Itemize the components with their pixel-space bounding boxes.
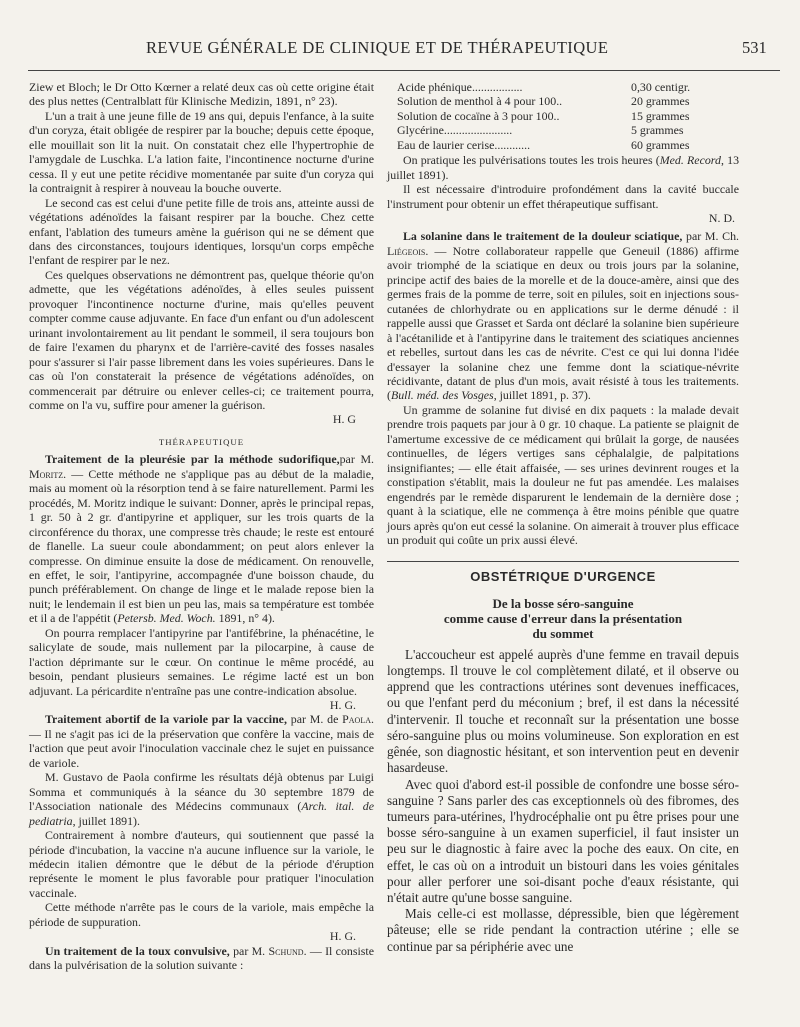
ingredient: Glycérine....................... bbox=[397, 123, 513, 138]
article-heading-line: du sommet bbox=[532, 625, 594, 641]
article-pleuresie bbox=[29, 452, 374, 625]
article-toux bbox=[29, 944, 374, 973]
paragraph-text: M. Gustavo de Paola confirme les résultats déjà obtenus par Luigi Somma et communiqués à la séance du 30 septembre 1879 de l'Association nationale des Médecins communaux ( bbox=[29, 770, 374, 814]
paragraph: Ziew et Bloch; le Dr Otto Kœrner a relaté deux cas où cette origine était des plus nettes (Centralblatt für Klinische Medizin, 1891, n° 23). bbox=[29, 80, 374, 109]
quantity: 60 grammes bbox=[631, 137, 690, 152]
signature: H. G bbox=[332, 412, 356, 427]
byline: par M. bbox=[229, 943, 269, 958]
signature: H. G. bbox=[329, 929, 356, 944]
article-text: 1891, n° 4). bbox=[215, 611, 275, 626]
paragraph: Ces quelques observations ne démontrent pas, quelque théorie qu'on admette, que les végétations adénoïdes, à elles seules puissent provoquer l'incontinence nocturne d'urine, mais qu'elles peuvent compter comme cause adjuvante. En face d'un enfant ou d'un adolescent urinant involontairement au lit pendant le sommeil, il sera toujours bon de faire l'examen du pharynx et de l'arrière-cavité des fosses nasales pour s'assurer si l'air passe librement dans les voies supérieures. Dans le cas où l'on constaterait la présence de végétations adénoïdes, on commencerait par détruire ou enlever celles-ci; ce traitement pourra, comme on l'a vu, suffire pour amener la guérison. bbox=[29, 267, 374, 412]
paragraph: L'un a trait à une jeune fille de 19 ans qui, depuis l'enfance, à la suite d'un coryza, était obligée de respirer par la bouche; depuis cette époque, elle mouillait son lit la nuit. On constatait chez elle l'hypertrophie de l'amygdale de Luschka. L'a lation faite, l'incontinence nocturne d'urine cessa. Il y eut une petite récidive momentanée par suite d'un coryza qui la contraignit à respirer à nouveau la bouche ouverte. bbox=[29, 108, 374, 196]
byline: par M. Ch. bbox=[682, 229, 740, 244]
right-column bbox=[387, 80, 739, 955]
formula-row bbox=[397, 123, 739, 137]
prescription-formula bbox=[387, 80, 739, 152]
signature: H. G. bbox=[329, 698, 356, 713]
paragraph: Contrairement à nombre d'auteurs, qui soutiennent que passé la période d'incubation, la vaccine n'a aucune influence sur la variole, le médecin italien démontre que le début de la période d'éruption représente le moment le plus favorable pour pratiquer l'inoculation vaccinale. bbox=[29, 828, 374, 900]
article-title: Traitement de la pleurésie par la méthode sudorifique, bbox=[45, 452, 340, 467]
article-text: . — Notre collaborateur rappelle que Geneuil (1886) affirme avoir triomphé de la sciatique en deux ou trois jours par la solanine, principe actif des baies de la morelle et de la douce-amère, ainsi que des germes frais de la pomme de terre, soit en pilules, soit en injections sous-cutanées de chlorhydrate ou en applications sur le derme dénudé : il rappelle aussi que Grasset et Sarda ont déclaré la solanine bien supérieure à l'acétanilide et à l'antipyrine dans le traitement des sciatiques anciennes et rebelles, surtout dans les cas de névrite. C'est ce qui lui donna l'idée d'essayer la solanine chez une femme dont la sciatique-névrite récidivante, datant de plus d'un mois, avait résisté à tous les traitements. ( bbox=[387, 243, 739, 403]
article-heading-line: comme cause d'erreur dans la présentation bbox=[443, 610, 683, 626]
article-variole bbox=[29, 712, 374, 770]
article-text: . — Il ne s'agit pas ici de la préservation que confère la vaccine, mais de l'action que peut avoir l'inoculation vaccinale chez le sujet en puissance de variole. bbox=[29, 712, 374, 770]
section-heading: THÉRAPEUTIQUE bbox=[158, 436, 245, 447]
article-heading bbox=[387, 596, 739, 641]
paragraph: Le second cas est celui d'une petite fille de trois ans, atteinte aussi de végétations adénoïdes la faisant respirer par la bouche. Chez cette enfant, l'ablation des tumeurs amène la guérison qui ne se dément que dans des circonstances, toujours identiques, lorsqu'un corps empêche l'enfant de respirer par le nez. bbox=[29, 195, 374, 268]
paragraph: Cette méthode n'arrête pas le cours de la variole, mais empêche la période de suppuration. bbox=[29, 900, 374, 929]
author-name: Paola bbox=[342, 712, 372, 727]
quantity: 20 grammes bbox=[631, 94, 690, 109]
byline: par M. bbox=[339, 452, 374, 467]
article-text: . — Il consiste dans la pulvérisation de la solution suivante : bbox=[29, 943, 374, 973]
article-title: Traitement abortif de la variole par la vaccine, bbox=[45, 712, 287, 727]
source-citation: Bull. méd. des Vosges bbox=[390, 388, 494, 403]
article-title: La solanine dans le traitement de la douleur sciatique, bbox=[403, 229, 683, 244]
ingredient: Eau de laurier cerise............ bbox=[397, 137, 531, 152]
page-number: 531 bbox=[742, 38, 767, 57]
section-box-title: OBSTÉTRIQUE D'URGENCE bbox=[387, 561, 739, 584]
running-header bbox=[0, 38, 800, 60]
source-citation: Petersb. Med. Woch. bbox=[117, 611, 216, 626]
paragraph: Un gramme de solanine fut divisé en dix paquets : la malade devait prendre trois paquets par jour à 0 gr. 10 chaque. La patiente se plaignit de l'amertume excessive de ce médicament qui brûlait la gorge, de nausées continuelles, de légers vertiges sans céphalalgie, de palpitations insignifiantes; — elle était affaisée, — ses urines devinrent rouges et la constipation s'établit, mais la douleur ne fut pas amendée. Les malaises engendrés par le remède disparurent le lendemain de la dernière dose ; quant à la sciatique, elle ne commença à être moins pénible que quatre jours après qu'on eut cessé la solanine. On aimerait à trouver plus efficace un produit qui coûte un prix aussi élevé. bbox=[387, 402, 739, 547]
source-citation: Arch. ital. de pediatria bbox=[29, 799, 374, 828]
byline: par M. de bbox=[286, 712, 343, 727]
formula-row bbox=[397, 80, 739, 94]
ingredient: Solution de menthol à 4 pour 100.. bbox=[397, 94, 563, 109]
paragraph: Avec quoi d'abord est-il possible de confondre une bosse séro-sanguine ? Sans parler des cas exceptionnels où des fibromes, des tumeurs para-utérines, l'hydrocéphalie ont pu être prises pour une bosse séro-sanguine à un examen superficiel, il faut insister un peu sur le diagnostic à faire avec la poche des eaux. On cite, en effet, le cas où on a introduit un bistouri dans les voies génitales pour aller perforer une soi-disant poche d'eaux résistante, qui n'était autre qu'une bosse sanguine. bbox=[387, 776, 739, 905]
paragraph-text: , juillet 1891). bbox=[72, 813, 140, 828]
ingredient: Acide phénique................. bbox=[397, 80, 523, 94]
article-body bbox=[387, 647, 739, 955]
quantity: 5 grammes bbox=[631, 123, 684, 138]
author-name: Schund bbox=[268, 943, 304, 958]
author-name: Moritz bbox=[29, 466, 64, 481]
journal-title: REVUE GÉNÉRALE DE CLINIQUE ET DE THÉRAPEUTIQUE bbox=[146, 38, 609, 57]
paragraph: Il est nécessaire d'introduire profondément dans la cavité buccale l'instrument pour obtenir un effet thérapeutique suffisant. bbox=[387, 182, 739, 211]
paragraph-text: , 13 juillet 1891). bbox=[387, 153, 740, 182]
quantity: 15 grammes bbox=[631, 108, 690, 123]
source-citation: Med. Record bbox=[659, 153, 721, 168]
paragraph: L'accoucheur est appelé auprès d'une femme en travail depuis longtemps. Il trouve le col complètement dilaté, et il observe ou apprend que les contractions utérines sont devenues inefficaces, ou que l'enfant perd du méconium ; bref, il est dans la nécessité d'intervenir. Il touche et reconnaît sur la présentation une bosse séro-sanguine plus ou moins volumineuse. Son exploration en est gênée, son diagnostic hésitant, et son intervention peut en devenir hasardeuse. bbox=[387, 646, 739, 776]
paragraph bbox=[387, 153, 739, 182]
paragraph-text: On pratique les pulvérisations toutes les trois heures ( bbox=[403, 153, 660, 168]
article-title: Un traitement de la toux convulsive, bbox=[45, 943, 230, 958]
article-text: , juillet 1891, p. 37). bbox=[493, 388, 591, 403]
paragraph: On pourra remplacer l'antipyrine par l'antifébrine, la phénacétine, le salicylate de soude, mais nullement par la pilocarpine, à cause de l'action déprimante sur le cœur. On continue le même procédé, au besoin, pendant plusieurs semaines. Le régime lacté est un bon adjuvant. La péricardite n'entraîne pas une contre-indication absolue. bbox=[29, 625, 374, 698]
paragraph bbox=[29, 770, 374, 828]
quantity: 0,30 centigr. bbox=[631, 80, 691, 94]
formula-row bbox=[397, 138, 739, 152]
ingredient: Solution de cocaïne à 3 pour 100.. bbox=[397, 108, 560, 123]
article-heading-line: De la bosse séro-sanguine bbox=[492, 595, 634, 611]
article-solanine bbox=[387, 229, 739, 402]
left-column bbox=[29, 80, 374, 973]
header-rule bbox=[28, 70, 780, 71]
signature: N. D. bbox=[708, 211, 735, 225]
formula-row bbox=[397, 109, 739, 123]
formula-row bbox=[397, 94, 739, 108]
paragraph: Mais celle-ci est mollasse, dépressible, bien que légèrement pâteuse; elle se ride pendant la contraction utérine ; elle se continue par sa périphérie avec une bbox=[387, 906, 739, 954]
article-text: . — Cette méthode ne s'applique pas au début de la maladie, mais au moment où la résorption tend à se faire naturellement. Parmi les procédés, M. Moritz indique le suivant: Donner, après le principal repas, 1 gr. 50 à 2 gr. d'antipyrine et appliquer, sur les trois quarts de la circonférence du thorax, une compresse très chaude; le reste est entouré de flanelle. La sueur coule abondamment; on peut alors enlever la compresse. On diminue ensuite la dose de médicament. On renouvelle, en effet, le soir, l'antipyrine, accompagnée d'une boisson chaude, du punch préférablement. On change de linge et le malade repose bien la nuit; le lendemain il est bien un peu las, mais sa température est tombée et il a de l'appétit ( bbox=[29, 466, 374, 626]
author-name: Liégeois bbox=[387, 243, 426, 258]
